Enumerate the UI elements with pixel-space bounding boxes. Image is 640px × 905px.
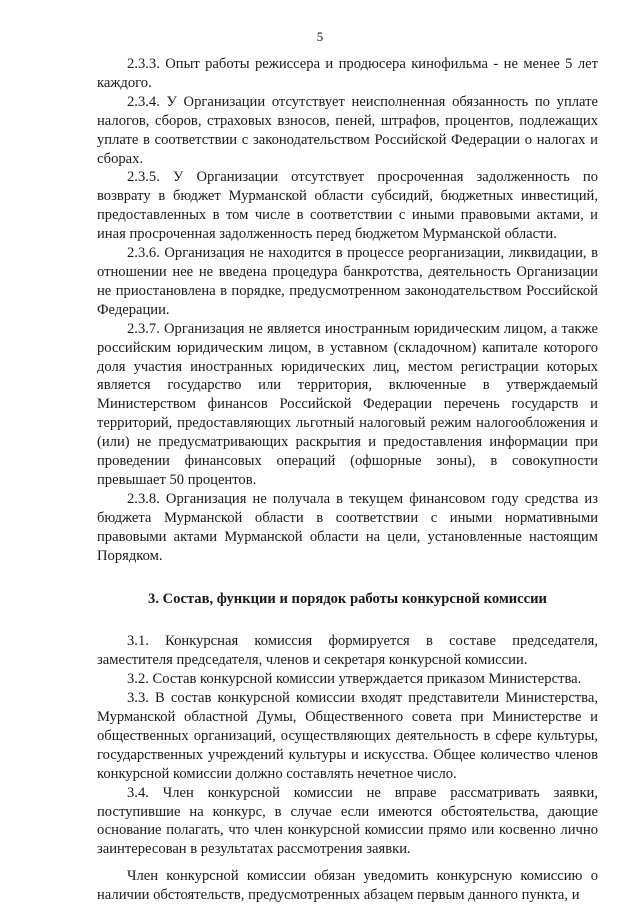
paragraph-2-3-7: 2.3.7. Организация не является иностранным юридическим лицом, а также российским юридическим лицом, в уставном (складочном) капитале которого доля участия иностранных юридических лиц, местом регистрации которых является государство или территория, включенные в утверждаемый Министерством финансов Российской Федерации перечень государств и территорий, предоставляющих льготный налоговый режим налогообложения и (или) не предусматривающих раскрытия и предоставления информации при проведении финансовых операций (офшорные зоны), в совокупности превышает 50 процентов. bbox=[97, 320, 598, 488]
paragraph-3-4: 3.4. Член конкурсной комиссии не вправе рассматривать заявки, поступившие на конкурс, в случае если имеются обстоятельства, дающие основание полагать, что член конкурсной комиссии прямо или косвенно лично заинтересован в результатах рассмотрения заявки. bbox=[97, 784, 598, 858]
paragraph-3-4-continued: Член конкурсной комиссии обязан уведомить конкурсную комиссию о наличии обстоятельств, предусмотренных абзацем первым данного пункта, и bbox=[97, 868, 598, 904]
paragraph-gap bbox=[97, 859, 598, 867]
paragraph-2-3-8: 2.3.8. Организация не получала в текущем финансовом году средства из бюджета Мурманской области в соответствии с иными нормативными правовыми актами Мурманской области на цели, установленные настоящим Порядком. bbox=[97, 490, 598, 564]
paragraph-3-3: 3.3. В состав конкурсной комиссии входят представители Министерства, Мурманской областной Думы, Общественного совета при Министерстве и общественных организаций, осуществляющих деятельность в сфере культуры, государственных учреждений культуры и искусства. Общее количество членов конкурсной комиссии должно составлять нечетное число. bbox=[97, 690, 598, 782]
paragraph-2-3-5: 2.3.5. У Организации отсутствует просроченная задолженность по возврату в бюджет Мурманской области субсидий, бюджетных инвестиций, предоставленных в том числе в соответствии с иными правовыми актами, и иная просроченная задолженность перед бюджетом Мурманской области. bbox=[97, 169, 598, 243]
paragraph-2-3-4: 2.3.4. У Организации отсутствует неисполненная обязанность по уплате налогов, сборов, страховых взносов, пеней, штрафов, процентов, подлежащих уплате в соответствии с законодательством Российской Федерации о налогах и сборах. bbox=[97, 93, 598, 167]
paragraph-3-1: 3.1. Конкурсная комиссия формируется в составе председателя, заместителя председателя, членов и секретаря конкурсной комиссии. bbox=[97, 633, 598, 669]
paragraph-2-3-3: 2.3.3. Опыт работы режиссера и продюсера кинофильма - не менее 5 лет каждого. bbox=[97, 56, 598, 91]
paragraph-3-2: 3.2. Состав конкурсной комиссии утверждается приказом Министерства. bbox=[127, 671, 582, 688]
paragraph-2-3-6: 2.3.6. Организация не находится в процессе реорганизации, ликвидации, в отношении нее не введена процедура банкротства, деятельность Организации не приостановлена в порядке, предусмотренном законодательством Российской Федерации. bbox=[97, 245, 598, 318]
document-body bbox=[97, 55, 598, 905]
page-number: 5 bbox=[316, 29, 324, 44]
section-heading: 3. Состав, функции и порядок работы конкурсной комиссии bbox=[148, 591, 547, 608]
